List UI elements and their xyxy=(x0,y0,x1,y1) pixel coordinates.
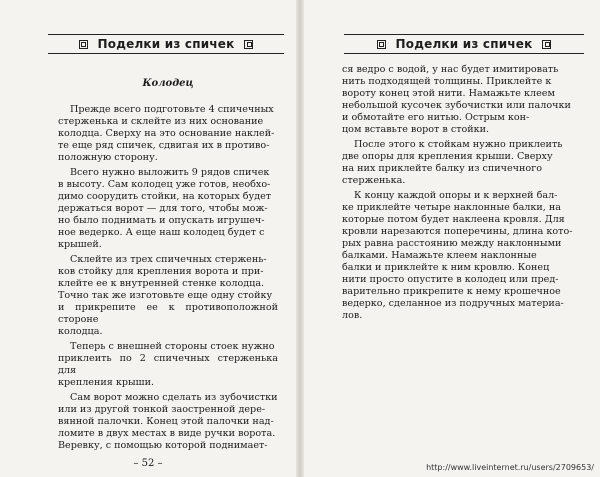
left-ornament-icon xyxy=(79,40,88,49)
paragraph: Всего нужно выложить 9 рядов спичек в высоту. Сам колодец уже готов, необхо- димо соорудить стойки, на которых будет держаться ворот — для того, чтобы мож- но было поднимать и опускать игрушеч- ное ведерко. А еще наш колодец будет с крышей. xyxy=(58,167,272,250)
left-ornament-icon xyxy=(377,40,386,49)
section-title: Колодец xyxy=(142,78,194,89)
right-page-text xyxy=(342,64,578,325)
paragraph: ся ведро с водой, у нас будет имитировать нить подходящей толщины. Приклейте к вороту конец этой нити. Намажьте клеем небольшой кусочек зубочистки или палочки и обмотайте его нитью. Острым кон- цом вставьте ворот в стойки. xyxy=(342,64,571,135)
left-page-text xyxy=(58,78,278,455)
right-page xyxy=(304,0,600,477)
left-header-title: Поделки из спичек xyxy=(97,37,235,51)
right-ornament-icon xyxy=(244,40,253,49)
paragraph: К концу каждой опоры и к верхней бал- ке приклейте четыре наклонные балки, на которые потом будет наклеена кровля. Для кровли нарезаются поперечины, длина кото- рых равна расстоянию между наклонными балками. Намажьте клеем наклонные балки и приклейте к ним кровлю. Конец нити просто опустите в колодец или пред- варительно прикрепите к нему крошечное ведерко, сделанное из подручных материа- лов. xyxy=(342,190,573,321)
right-page-header xyxy=(344,34,584,54)
right-header-title: Поделки из спичек xyxy=(395,37,533,51)
right-ornament-icon xyxy=(542,40,551,49)
paragraph: После этого к стойкам нужно приклеить две опоры для крепления крыши. Сверху на них приклейте балку из спичечного стерженька. xyxy=(342,139,563,186)
paragraph: Теперь с внешней стороны стоек нужно приклеить по 2 спичечных стерженька для крепления крыши. xyxy=(58,341,278,388)
paragraph: Прежде всего подготовьте 4 спичечных стерженька и склейте из них основание колодца. Сверху на это основание наклей- те еще ряд спичек, сдвигая их в противо- положную сторону. xyxy=(58,104,275,163)
book-gutter xyxy=(296,0,304,477)
paragraph: Сам ворот можно сделать из зубочистки или из другой тонкой заостренной дере- вянной палочки. Конец этой палочки над- ломите в двух местах в виде ручки ворота. Веревку, с помощью которой поднимает- xyxy=(58,392,278,451)
left-page xyxy=(0,0,296,477)
page-number: – 52 – xyxy=(133,458,163,469)
left-page-header xyxy=(48,34,284,54)
watermark-url: http://www.liveinternet.ru/users/2709653/ xyxy=(426,463,594,472)
paragraph: Склейте из трех спичечных стержень- ков стойку для крепления ворота и при- клейте ее к внутренней стенке колодца. Точно так же изготовьте еще одну стойку и прикрепите ее к противоположной стороне колодца. xyxy=(58,254,278,337)
